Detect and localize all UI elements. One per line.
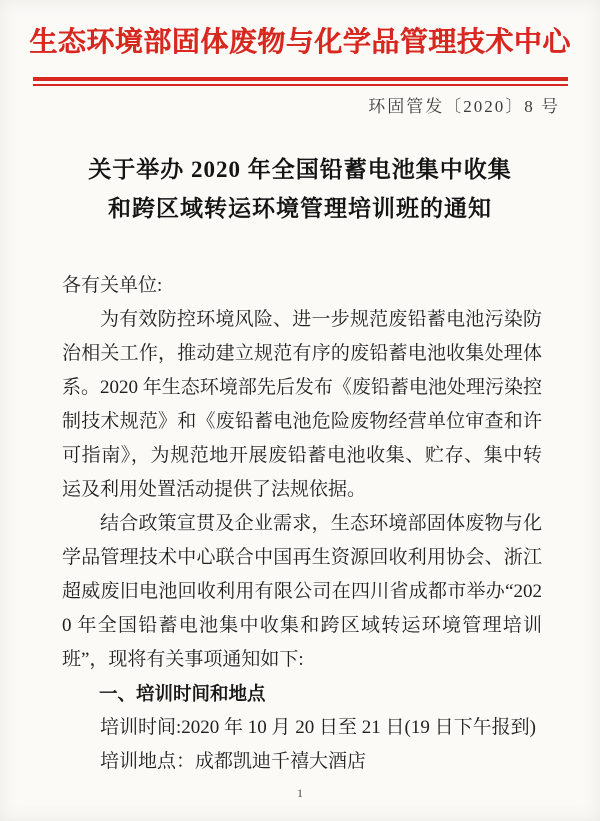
letterhead [0, 0, 600, 86]
paragraph-1: 为有效防控环境风险、进一步规范废铅蓄电池污染防治相关工作，推动建立规范有序的废铅蓄电池收集处理体系。2020 年生态环境部先后发布《废铅蓄电池处理污染控制技术规范》和《废铅蓄电池危险废物经营单位审查和许可指南》，为规范地开展废铅蓄电池收集、贮存、集中转运及利用处置活动提供了法规依据。 [62, 309, 542, 500]
doc-number: 环固管发〔2020〕8 号 [368, 97, 560, 116]
letterhead-divider [33, 77, 568, 86]
org-name-heading: 生态环境部固体废物与化学品管理技术中心 [29, 27, 571, 58]
doc-title [0, 150, 600, 228]
section-1-heading: 一、培训时间和地点 [99, 683, 266, 704]
paragraph-2: 结合政策宣贯及企业需求，生态环境部固体废物与化学品管理技术中心联合中国再生资源回收利用协会、浙江超威废旧电池回收利用有限公司在四川省成都市举办“2020 年全国铅蓄电池集中收集和跨区域转运环境管理培训班”，现将有关事项通知如下: [62, 513, 542, 670]
doc-title-line-1: 关于举办 2020 年全国铅蓄电池集中收集 [88, 157, 512, 182]
doc-title-line-2: 和跨区域转运环境管理培训班的通知 [108, 196, 492, 221]
training-place-line: 培训地点：成都凯迪千禧大酒店 [100, 751, 367, 772]
document-body [62, 269, 542, 779]
salutation: 各有关单位: [62, 275, 163, 296]
page-number: 1 [297, 786, 303, 800]
divider-thick-rule [33, 77, 568, 81]
training-time-line: 培训时间:2020 年 10 月 20 日至 21 日(19 日下午报到) [100, 717, 536, 738]
divider-thin-rule [33, 84, 568, 86]
